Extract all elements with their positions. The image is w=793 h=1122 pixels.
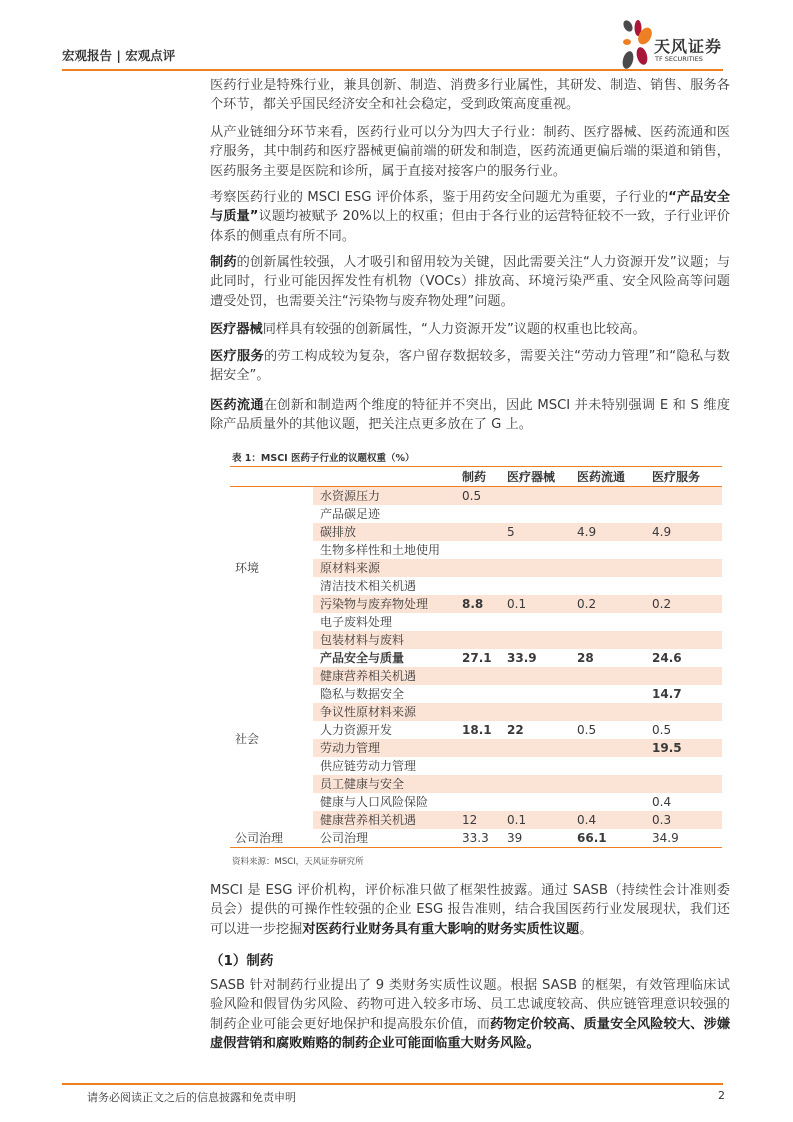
weight-cell <box>645 667 722 685</box>
weight-cell: 0.1 <box>500 811 570 829</box>
weight-cell: 4.9 <box>645 523 722 541</box>
table-row <box>230 829 722 848</box>
paragraph-sasb-intro <box>210 881 730 939</box>
paragraph-sasb-pharma <box>210 976 730 1053</box>
issue-cell: 健康营养相关机遇 <box>313 811 455 829</box>
paragraph-segments <box>210 123 730 181</box>
report-category: 宏观报告 | 宏观点评 <box>62 48 176 63</box>
issue-cell: 电子废料处理 <box>320 615 393 629</box>
column-header <box>313 467 455 487</box>
weight-cell <box>570 631 645 649</box>
category-cell: 公司治理 <box>235 831 284 845</box>
weight-cell <box>455 703 500 721</box>
weight-cell <box>455 757 500 775</box>
weight-cell: 19.5 <box>645 739 722 757</box>
weight-cell <box>570 793 645 811</box>
weight-cell <box>570 685 645 703</box>
weight-cell <box>500 793 570 811</box>
category-cell: 社会 <box>235 732 260 746</box>
weight-cell <box>500 559 570 577</box>
text: 的劳工构成较为复杂，客户留存数据较多，需要关注“劳动力管理”和“隐私与数据安全”。 <box>210 349 730 384</box>
bold-text: 制药 <box>210 255 237 270</box>
issue-cell: 健康与人口风险保险 <box>320 795 429 809</box>
weight-cell <box>570 703 645 721</box>
weight-cell <box>645 577 722 595</box>
weight-cell <box>500 505 570 523</box>
table-source: 资料来源：MSCI，天风证券研究所 <box>232 857 364 867</box>
weights-table <box>230 466 722 848</box>
text: 议题均被赋予 20%以上的权重；但由于各行业的运营特征较不一致，子行业评价体系的侧重点有所不同。 <box>210 209 730 244</box>
text: 从产业链细分环节来看，医药行业可以分为四大子行业：制药、医疗器械、医药流通和医疗服务，其中制药和医疗器械更偏前端的研发和制造，医药流通更偏后端的渠道和销售，医药服务主要是医院和诊所，属于直接对接客户的服务行业。 <box>210 125 730 179</box>
weight-cell <box>455 523 500 541</box>
weight-cell: 0.5 <box>577 723 597 737</box>
paragraph-pharma <box>210 253 730 311</box>
weight-cell <box>570 739 645 757</box>
weight-cell <box>645 613 722 631</box>
text: 同样具有较强的创新属性，“人力资源开发”议题的权重也比较高。 <box>262 322 646 337</box>
issue-cell: 人力资源开发 <box>320 723 393 737</box>
text: SASB 针对制药行业提出了 9 类财务实质性议题。根据 SASB 的框架，有效管理临床试验风险和假冒伪劣风险、药物可进入较多市场、员工忠诚度较高、供应链管理意识较强的制药企业可能会更好地保护和提高股东价值，而 <box>210 978 730 1032</box>
weight-cell <box>500 487 570 506</box>
weight-cell: 0.4 <box>570 811 645 829</box>
weight-cell <box>500 667 570 685</box>
issue-cell: 生物多样性和土地使用 <box>320 543 441 557</box>
column-header: 医疗器械 <box>507 469 556 484</box>
weight-cell <box>570 487 645 506</box>
issue-cell: 原材料来源 <box>313 559 455 577</box>
text: MSCI 是 ESG 评价机构，评价标准只做了框架性披露。通过 SASB（持续性会计准则委员会）提供的可操作性较强的企业 ESG 报告准则，结合我国医药行业发展现状，我们还可以进一步挖掘 <box>210 883 730 937</box>
weight-cell: 33.9 <box>507 651 537 665</box>
weight-cell <box>645 757 722 775</box>
logo-text-cn: 天风证券 <box>654 37 723 56</box>
weight-cell <box>645 703 722 721</box>
weight-cell: 0.2 <box>645 595 722 613</box>
weight-cell: 0.2 <box>570 595 645 613</box>
weight-cell: 66.1 <box>577 831 607 845</box>
logo-text-en: TF SECURITIES <box>655 55 703 63</box>
weight-cell <box>455 685 500 703</box>
paragraph-services <box>210 347 730 386</box>
weight-cell <box>645 631 722 649</box>
weight-cell: 0.4 <box>652 795 672 809</box>
weight-cell <box>645 775 722 793</box>
issue-cell: 产品安全与质量 <box>320 651 405 665</box>
weight-cell <box>455 559 500 577</box>
bold-text: 医药流通 <box>210 398 264 413</box>
column-header: 医疗服务 <box>652 469 701 484</box>
weight-cell <box>455 775 500 793</box>
category-cell: 环境 <box>235 561 260 575</box>
weight-cell: 28 <box>577 651 594 665</box>
bold-text: 药物定价较高、质量安全风险较大、涉嫌虚假营销和腐败贿赂的制药企业可能面临重大财务风险。 <box>210 1016 731 1051</box>
weight-cell: 22 <box>507 723 524 737</box>
issue-cell: 清洁技术相关机遇 <box>320 579 417 593</box>
weight-cell <box>645 487 722 506</box>
weight-cell <box>570 613 645 631</box>
weight-cell <box>645 505 722 523</box>
weight-cell <box>500 775 570 793</box>
weight-cell <box>500 703 570 721</box>
issue-cell: 污染物与废弃物处理 <box>313 595 455 613</box>
bold-text: 医疗器械 <box>210 322 263 337</box>
weight-cell: 8.8 <box>455 595 500 613</box>
weight-cell <box>500 757 570 775</box>
issue-cell: 健康营养相关机遇 <box>313 667 455 685</box>
paragraph-intro <box>210 76 730 115</box>
weight-cell: 0.5 <box>455 487 500 506</box>
weight-cell <box>455 541 500 559</box>
issue-cell: 包装材料与废料 <box>313 631 455 649</box>
footer-divider <box>62 1083 723 1085</box>
tf-securities-logo <box>618 18 728 72</box>
weight-cell <box>570 541 645 559</box>
weight-cell: 0.5 <box>652 723 672 737</box>
weight-cell <box>570 757 645 775</box>
weight-cell: 27.1 <box>462 651 492 665</box>
issue-cell: 隐私与数据安全 <box>320 687 405 701</box>
text: 的创新属性较强，人才吸引和留用较为关键，因此需要关注“人力资源开发”议题；与此同时，行业可能因挥发性有机物（VOCs）排放高、环境污染严重、安全风险高等问题遭受处罚，也需要关注“污染物与废弃物处理”问题。 <box>210 255 731 309</box>
text: 。 <box>579 921 593 937</box>
issue-cell: 员工健康与安全 <box>313 775 455 793</box>
weight-cell <box>570 775 645 793</box>
weight-cell <box>455 793 500 811</box>
issue-cell: 供应链劳动力管理 <box>320 759 417 773</box>
weight-cell <box>570 505 645 523</box>
weight-cell <box>500 631 570 649</box>
issue-cell: 争议性原材料来源 <box>313 703 455 721</box>
weight-cell: 34.9 <box>652 831 679 845</box>
weight-cell <box>645 541 722 559</box>
weight-cell <box>500 613 570 631</box>
weight-cell: 0.3 <box>645 811 722 829</box>
header-divider <box>62 69 723 71</box>
page-number: 2 <box>718 1089 725 1102</box>
weight-cell <box>500 541 570 559</box>
table-title: 表 1：MSCI 医药子行业的议题权重（%） <box>232 453 415 464</box>
issue-cell: 劳动力管理 <box>313 739 455 757</box>
weight-cell <box>455 739 500 757</box>
table-row <box>230 487 722 506</box>
issue-cell: 公司治理 <box>320 831 369 845</box>
paragraph-distribution <box>210 396 730 435</box>
bold-text: 医疗服务 <box>210 349 264 364</box>
weight-cell: 33.3 <box>462 831 489 845</box>
weight-cell <box>455 577 500 595</box>
footer-disclaimer: 请务必阅读正文之后的信息披露和免责申明 <box>87 1091 296 1104</box>
weight-cell: 24.6 <box>652 651 682 665</box>
weight-cell: 18.1 <box>462 723 492 737</box>
issue-cell: 产品碳足迹 <box>320 507 381 521</box>
weight-cell <box>645 559 722 577</box>
weight-cell <box>570 577 645 595</box>
issue-cell: 水资源压力 <box>313 487 455 506</box>
text: 考察医药行业的 MSCI ESG 评价体系，鉴于用药安全问题尤为重要，子行业的 <box>210 190 669 205</box>
weight-cell: 4.9 <box>570 523 645 541</box>
section-heading: （1）制药 <box>210 953 274 969</box>
paragraph-msci-esg <box>210 188 730 246</box>
petal-logo-icon <box>618 18 654 72</box>
weight-cell: 5 <box>500 523 570 541</box>
weight-cell <box>455 631 500 649</box>
bold-text: 对医药行业财务具有重大影响的财务实质性议题 <box>302 921 580 937</box>
weight-cell: 12 <box>455 811 500 829</box>
weight-cell <box>570 559 645 577</box>
text: 医药行业是特殊行业，兼具创新、制造、消费多行业属性，其研发、制造、销售、服务各个环节，都关乎国民经济安全和社会稳定，受到政策高度重视。 <box>210 78 730 113</box>
weight-cell <box>570 667 645 685</box>
paragraph-devices <box>210 320 730 339</box>
weight-cell <box>500 739 570 757</box>
column-header <box>230 467 313 487</box>
table-row <box>230 649 722 667</box>
table-header-row <box>230 467 722 487</box>
weight-cell <box>455 667 500 685</box>
weight-cell: 39 <box>507 831 523 845</box>
weight-cell <box>455 613 500 631</box>
text: 在创新和制造两个维度的特征并不突出，因此 MSCI 并未特别强调 E 和 S 维度除产品质量外的其他议题，把关注点更多放在了 G 上。 <box>210 398 731 433</box>
issue-cell: 碳排放 <box>313 523 455 541</box>
weight-cell: 0.1 <box>500 595 570 613</box>
bold-text: “产品安全与质量” <box>210 190 730 225</box>
weight-cell <box>455 505 500 523</box>
weight-cell: 14.7 <box>652 687 682 701</box>
weight-cell <box>500 577 570 595</box>
column-header: 制药 <box>462 469 487 484</box>
weight-cell <box>500 685 570 703</box>
column-header: 医药流通 <box>577 469 626 484</box>
